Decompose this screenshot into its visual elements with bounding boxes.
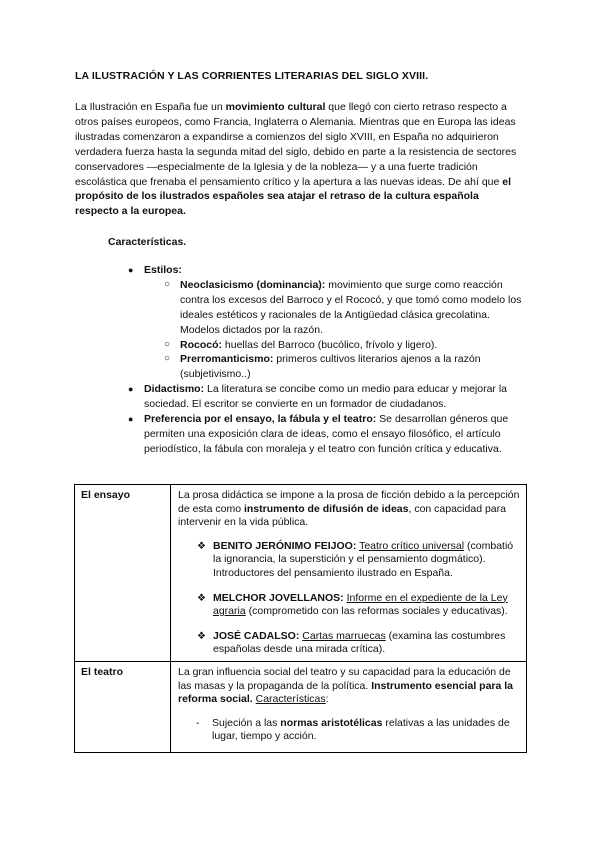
preferencia-text: Se desarrollan géneros que permiten una exposición clara de ideas, como el ensayo filosófico, el artículo periodístico, la fábula con moraleja y el teatro con función crítica y educativa. <box>144 413 509 455</box>
author-name: BENITO JERÓNIMO FEIJOO: <box>213 539 357 552</box>
intro-text-2: que llegó con cierto retraso respecto a otros países europeos, como Francia, Inglaterra o Alemania. Mientras que en Europa las ideas ilustradas comenzaron a expandirse a comienzos del siglo XVIII, en España no adquirieron verdadera fuerza hasta la segunda mitad del siglo, debido en parte a la resistencia de sectores conservadores —especialmente de la Iglesia y de la nobleza— y a una fuerte tradición escolástica que frenaba el pensamiento crítico y la apertura a las nuevas ideas. De ahí que <box>75 101 517 188</box>
bullet-icon: ● <box>128 265 134 275</box>
intro-paragraph <box>75 100 525 219</box>
dash-pre: Sujeción a las <box>212 716 281 729</box>
estilos-label: Estilos: <box>144 264 182 276</box>
page-title: LA ILUSTRACIÓN Y LAS CORRIENTES LITERARIAS DEL SIGLO XVIII. <box>75 70 429 82</box>
teatro-dash-list <box>178 717 520 744</box>
sub-text: huellas del Barroco (bucólico, frívolo y ligero). <box>222 338 438 351</box>
list-item-preferencia <box>0 412 600 457</box>
circle-bullet-icon: ○ <box>164 338 171 350</box>
list-item-didactismo <box>0 382 600 412</box>
ensayo-intro <box>178 489 520 530</box>
sub-label: Rococó: <box>180 338 222 351</box>
section-heading: Características. <box>108 236 187 248</box>
table-row-teatro <box>75 661 527 752</box>
sub-text: primeros cultivos literarios ajenos a la razón (subjetivismo..) <box>180 353 481 381</box>
author-desc: (comprometido con las reformas sociales y educativas). <box>245 605 508 618</box>
ensayo-intro-text-2: , con capacidad para intervenir en la vida pública. <box>178 502 506 529</box>
circle-bullet-icon: ○ <box>164 278 171 290</box>
sublist-item-neoclasicismo <box>144 278 525 338</box>
didactismo-label: Didactismo: <box>144 383 205 396</box>
author-work: Informe en el expediente de la Ley agraria <box>213 591 508 618</box>
teatro-text: La gran influencia social del teatro y su capacidad para la educación de las masas y la propaganda de la política. <box>178 665 511 692</box>
intro-bold-2: el propósito de los ilustrados españoles sea atajar el retraso de la cultura española respecto a la europea. <box>75 175 512 218</box>
ensayo-content <box>171 485 527 662</box>
teatro-caracteristicas: Características <box>255 693 326 706</box>
teatro-content <box>171 661 527 752</box>
sublist-item-prerromanticismo <box>144 352 525 382</box>
dash-bold: normas aristotélicas <box>280 716 383 729</box>
ensayo-label: El ensayo <box>75 485 171 662</box>
dash-post: relativas a las unidades de lugar, tiempo y acción. <box>212 716 510 743</box>
teatro-bold: Instrumento esencial para la reforma social. <box>178 679 514 706</box>
diamond-bullet-icon: ❖ <box>197 630 206 642</box>
teatro-colon: : <box>325 693 329 706</box>
characteristics-list <box>0 263 600 457</box>
ensayo-intro-bold: instrumento de difusión de ideas <box>243 502 409 515</box>
diamond-bullet-icon: ❖ <box>197 540 206 552</box>
authors-list <box>178 540 520 657</box>
diamond-bullet-icon: ❖ <box>197 592 206 604</box>
sub-text: movimiento que surge como reacción contra los excesos del Barroco y el Rococó, y que tomó como modelo los ideales estéticos y racionales de la Antigüedad clásica grecolatina. Modelos dictados por la razón. <box>180 278 522 336</box>
ensayo-intro-text-1: La prosa didáctica se impone a la prosa de ficción debido a la percepción de esta como <box>178 489 520 515</box>
dash-bullet-icon: - <box>196 716 200 729</box>
dash-item <box>178 717 520 744</box>
author-work: Teatro crítico universal <box>359 539 465 552</box>
author-item-jovellanos <box>178 592 520 619</box>
estilos-sublist <box>144 278 525 382</box>
sub-label: Neoclasicismo (dominancia): <box>180 278 326 291</box>
list-item-estilos <box>0 263 600 382</box>
intro-bold-1: movimiento cultural <box>225 101 326 113</box>
preferencia-label: Preferencia por el ensayo, la fábula y el teatro: <box>144 413 377 426</box>
sublist-item-rococo <box>144 338 525 353</box>
sub-label: Prerromanticismo: <box>180 353 274 366</box>
circle-bullet-icon: ○ <box>164 353 171 365</box>
genres-table <box>74 484 527 753</box>
author-desc: (combatió la ignorancia, la superstición y el pensamiento dogmático). Introductores del pensamiento ilustrado en España. <box>213 539 514 579</box>
author-item-feijoo <box>178 540 520 581</box>
table-row-ensayo <box>75 485 527 662</box>
author-work: Cartas marruecas <box>302 629 386 642</box>
author-desc: (examina las costumbres españolas desde una mirada crítica). <box>213 629 506 656</box>
bullet-icon: ● <box>128 384 134 395</box>
author-name: MELCHOR JOVELLANOS: <box>213 591 344 604</box>
teatro-label: El teatro <box>75 661 171 752</box>
didactismo-text: La literatura se concibe como un medio para educar y mejorar la sociedad. El escritor se convierte en un formador de ciudadanos. <box>144 383 507 411</box>
teatro-intro <box>178 666 520 707</box>
intro-text-1: La Ilustración en España fue un <box>75 101 226 113</box>
author-item-cadalso <box>178 630 520 657</box>
author-name: JOSÉ CADALSO: <box>213 629 300 642</box>
bullet-icon: ● <box>128 414 134 425</box>
